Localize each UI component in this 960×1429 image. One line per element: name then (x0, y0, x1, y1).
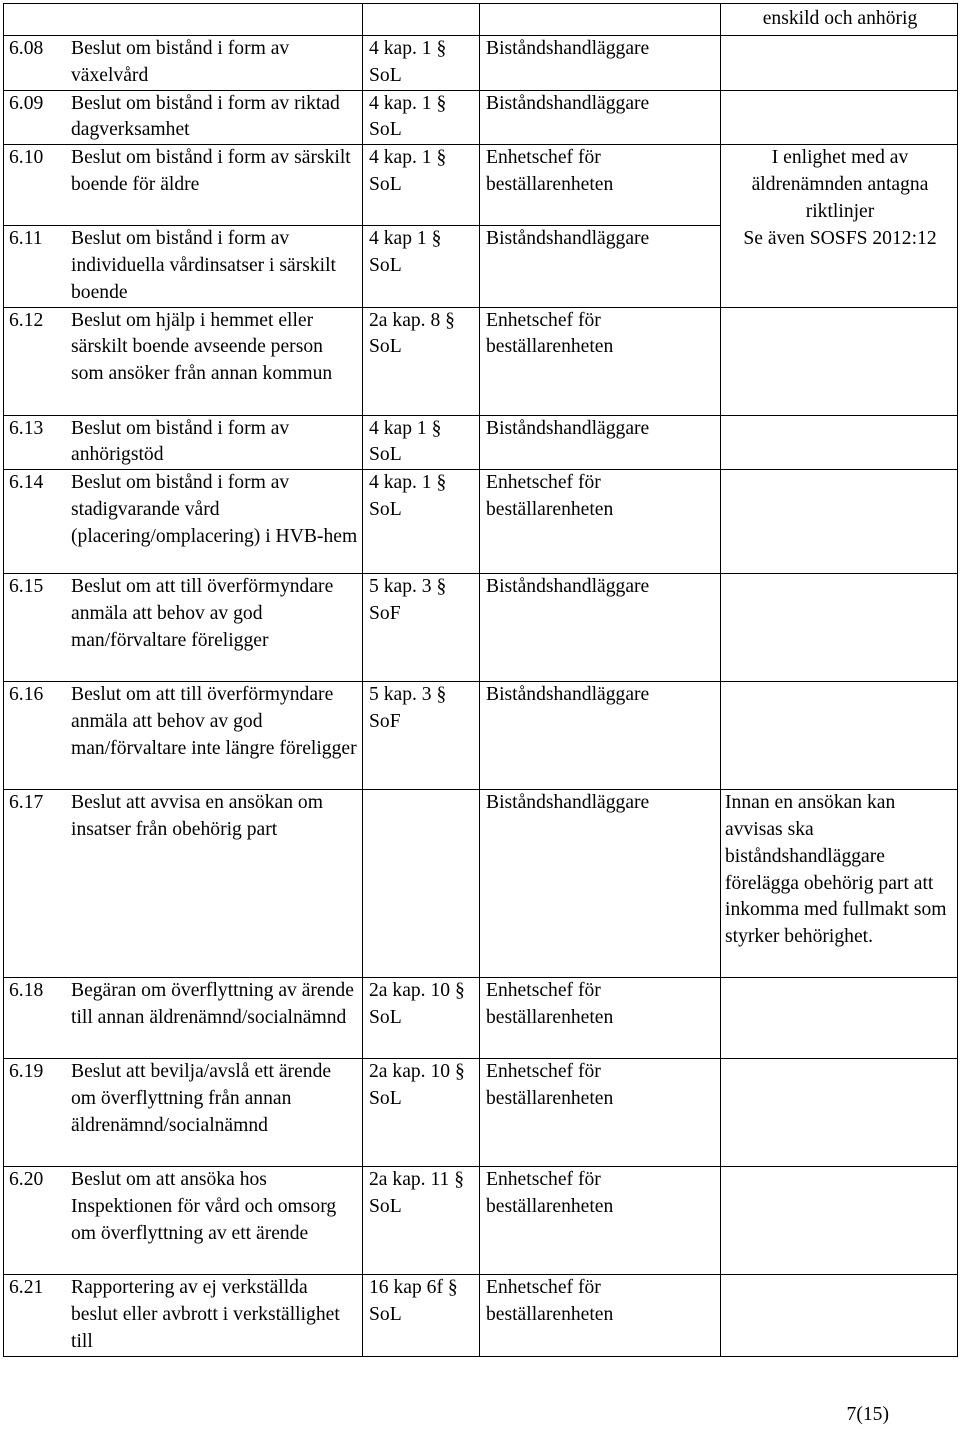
cell-description (4, 36, 363, 91)
law-reference: 16 kap 6f § SoL (369, 1277, 458, 1325)
cell-delegate (480, 978, 721, 1059)
row-title: Beslut om bistånd i form av anhörigstöd (71, 417, 290, 466)
cell-law (363, 790, 480, 978)
row-title: Beslut om bistånd i form av särskilt boende för äldre (71, 147, 351, 195)
delegate-text: Biståndshandläggare (486, 417, 650, 439)
delegate-text: Biståndshandläggare (486, 92, 650, 114)
cell-note (721, 978, 958, 1059)
cell-delegate (480, 470, 721, 574)
cell-law (363, 470, 480, 574)
cell-law (363, 1275, 480, 1357)
cell-description (4, 1275, 363, 1357)
cell-note (721, 682, 958, 790)
law-reference: 2a kap. 10 § SoL (369, 1061, 465, 1109)
note-text: Se även SOSFS 2012:12 (743, 227, 937, 249)
row-number: 6.11 (9, 228, 43, 250)
law-reference: 5 kap. 3 § SoF (369, 576, 447, 624)
delegate-text: Enhetschef för beställarenheten (486, 1169, 614, 1217)
delegate-text: Biståndshandläggare (486, 228, 650, 250)
row-number: 6.10 (9, 147, 44, 169)
table-row (4, 1275, 958, 1357)
cell-law (363, 978, 480, 1059)
page-number: 7(15) (846, 1404, 889, 1425)
delegate-text: Biståndshandläggare (486, 792, 650, 814)
row-number: 6.13 (9, 417, 44, 439)
table-row (4, 682, 958, 790)
law-reference: 4 kap. 1 § SoL (369, 38, 447, 86)
cell-note (721, 1059, 958, 1167)
row-number: 6.20 (9, 1169, 44, 1191)
table-row (4, 790, 958, 978)
cell-description (4, 307, 363, 415)
cell-delegate (480, 1059, 721, 1167)
table-row (4, 307, 958, 415)
table-row (4, 1167, 958, 1275)
row-number: 6.09 (9, 92, 44, 114)
cell-description (4, 415, 363, 470)
table-row (4, 415, 958, 470)
header-cell-description (4, 4, 363, 36)
row-title: Beslut om att till överförmyndare anmäla att behov av god man/förvaltare inte längre föreligger (71, 684, 357, 759)
cell-description (4, 145, 363, 226)
cell-note (721, 790, 958, 978)
cell-note (721, 470, 958, 574)
cell-delegate (480, 226, 721, 307)
cell-description (4, 682, 363, 790)
row-title: Beslut att bevilja/avslå ett ärende om överflyttning från annan äldrenämnd/socialnämnd (71, 1061, 332, 1136)
cell-delegate (480, 415, 721, 470)
cell-delegate (480, 307, 721, 415)
row-title: Beslut om hjälp i hemmet eller särskilt boende avseende person som ansöker från annan kommun (71, 309, 333, 385)
delegate-text: Enhetschef för beställarenheten (486, 1277, 614, 1325)
header-cell-law (363, 4, 480, 36)
law-reference: 2a kap. 8 § SoL (369, 309, 455, 358)
cell-note (721, 36, 958, 91)
row-number: 6.14 (9, 472, 44, 494)
table-header-row (4, 4, 958, 36)
row-number: 6.19 (9, 1061, 44, 1083)
cell-description (4, 90, 363, 145)
row-number: 6.12 (9, 309, 44, 331)
cell-note (721, 90, 958, 145)
cell-description (4, 226, 363, 307)
cell-note (721, 145, 958, 307)
row-title: Beslut om bistånd i form av individuella vårdinsatser i särskilt boende (71, 228, 337, 303)
cell-delegate (480, 682, 721, 790)
cell-law (363, 90, 480, 145)
table-row (4, 90, 958, 145)
row-number: 6.08 (9, 38, 44, 59)
cell-delegate (480, 790, 721, 978)
cell-law (363, 307, 480, 415)
cell-description (4, 470, 363, 574)
delegate-text: Enhetschef för beställarenheten (486, 1061, 614, 1109)
cell-law (363, 145, 480, 226)
law-reference: 2a kap. 11 § SoL (369, 1169, 465, 1217)
note-text: I enlighet med av äldrenämnden antagna riktlinjer (751, 147, 929, 222)
law-reference: 4 kap. 1 § SoL (369, 147, 447, 195)
cell-delegate (480, 145, 721, 226)
row-title: Begäran om överflyttning av ärende till annan äldrenämnd/socialnämnd (71, 980, 354, 1028)
delegate-text: Biståndshandläggare (486, 576, 650, 598)
delegate-text: Biståndshandläggare (486, 684, 650, 706)
table-row (4, 1059, 958, 1167)
cell-law (363, 226, 480, 307)
cell-note (721, 574, 958, 682)
cell-note (721, 1167, 958, 1275)
cell-delegate (480, 1167, 721, 1275)
law-reference: 4 kap. 1 § SoL (369, 92, 447, 141)
row-number: 6.16 (9, 684, 44, 706)
row-number: 6.18 (9, 980, 44, 1002)
law-reference: 2a kap. 10 § SoL (369, 980, 465, 1028)
header-cell-note (721, 4, 958, 36)
law-reference: 4 kap. 1 § SoL (369, 472, 447, 520)
cell-delegate (480, 574, 721, 682)
cell-law (363, 1167, 480, 1275)
law-reference: 5 kap. 3 § SoF (369, 684, 447, 732)
row-title: Beslut om bistånd i form av stadigvarande vård (placering/omplacering) i HVB-hem (71, 472, 358, 547)
table-row (4, 978, 958, 1059)
table-row (4, 145, 958, 226)
cell-law (363, 415, 480, 470)
delegate-text: Enhetschef för beställarenheten (486, 980, 614, 1028)
header-cell-delegate (480, 4, 721, 36)
cell-note (721, 1275, 958, 1357)
row-title: Beslut om bistånd i form av växelvård (71, 38, 290, 86)
cell-note (721, 415, 958, 470)
row-title: Beslut om att ansöka hos Inspektionen för vård och omsorg om överflyttning av ett ärende (71, 1169, 337, 1244)
note-text: Innan en ansökan kan avvisas ska biståndshandläggare förelägga obehörig part att inkomma med fullmakt som styrker behörighet. (725, 792, 947, 948)
cell-law (363, 36, 480, 91)
delegation-table (3, 3, 958, 1357)
delegate-text: Enhetschef för beställarenheten (486, 472, 614, 520)
delegate-text: Enhetschef för beställarenheten (486, 147, 614, 195)
cell-description (4, 1167, 363, 1275)
cell-law (363, 574, 480, 682)
header-note-text: enskild och anhörig (762, 8, 918, 30)
row-number: 6.15 (9, 576, 44, 598)
cell-description (4, 574, 363, 682)
row-title: Rapportering av ej verkställda beslut eller avbrott i verkställighet till (71, 1277, 340, 1352)
delegate-text: Biståndshandläggare (486, 38, 650, 59)
row-title: Beslut om bistånd i form av riktad dagverksamhet (71, 92, 340, 141)
row-number: 6.21 (9, 1277, 44, 1299)
row-title: Beslut om att till överförmyndare anmäla att behov av god man/förvaltare föreligger (71, 576, 334, 651)
cell-delegate (480, 90, 721, 145)
table-row (4, 36, 958, 91)
delegate-text: Enhetschef för beställarenheten (486, 309, 614, 358)
cell-description (4, 978, 363, 1059)
law-reference: 4 kap 1 § SoL (369, 417, 442, 466)
table-row (4, 574, 958, 682)
row-number: 6.17 (9, 792, 44, 814)
row-title: Beslut att avvisa en ansökan om insatser från obehörig part (71, 792, 323, 840)
cell-law (363, 682, 480, 790)
cell-note (721, 307, 958, 415)
table-row (4, 470, 958, 574)
law-reference: 4 kap 1 § SoL (369, 228, 442, 276)
cell-law (363, 1059, 480, 1167)
cell-description (4, 790, 363, 978)
cell-delegate (480, 36, 721, 91)
cell-delegate (480, 1275, 721, 1357)
cell-description (4, 1059, 363, 1167)
